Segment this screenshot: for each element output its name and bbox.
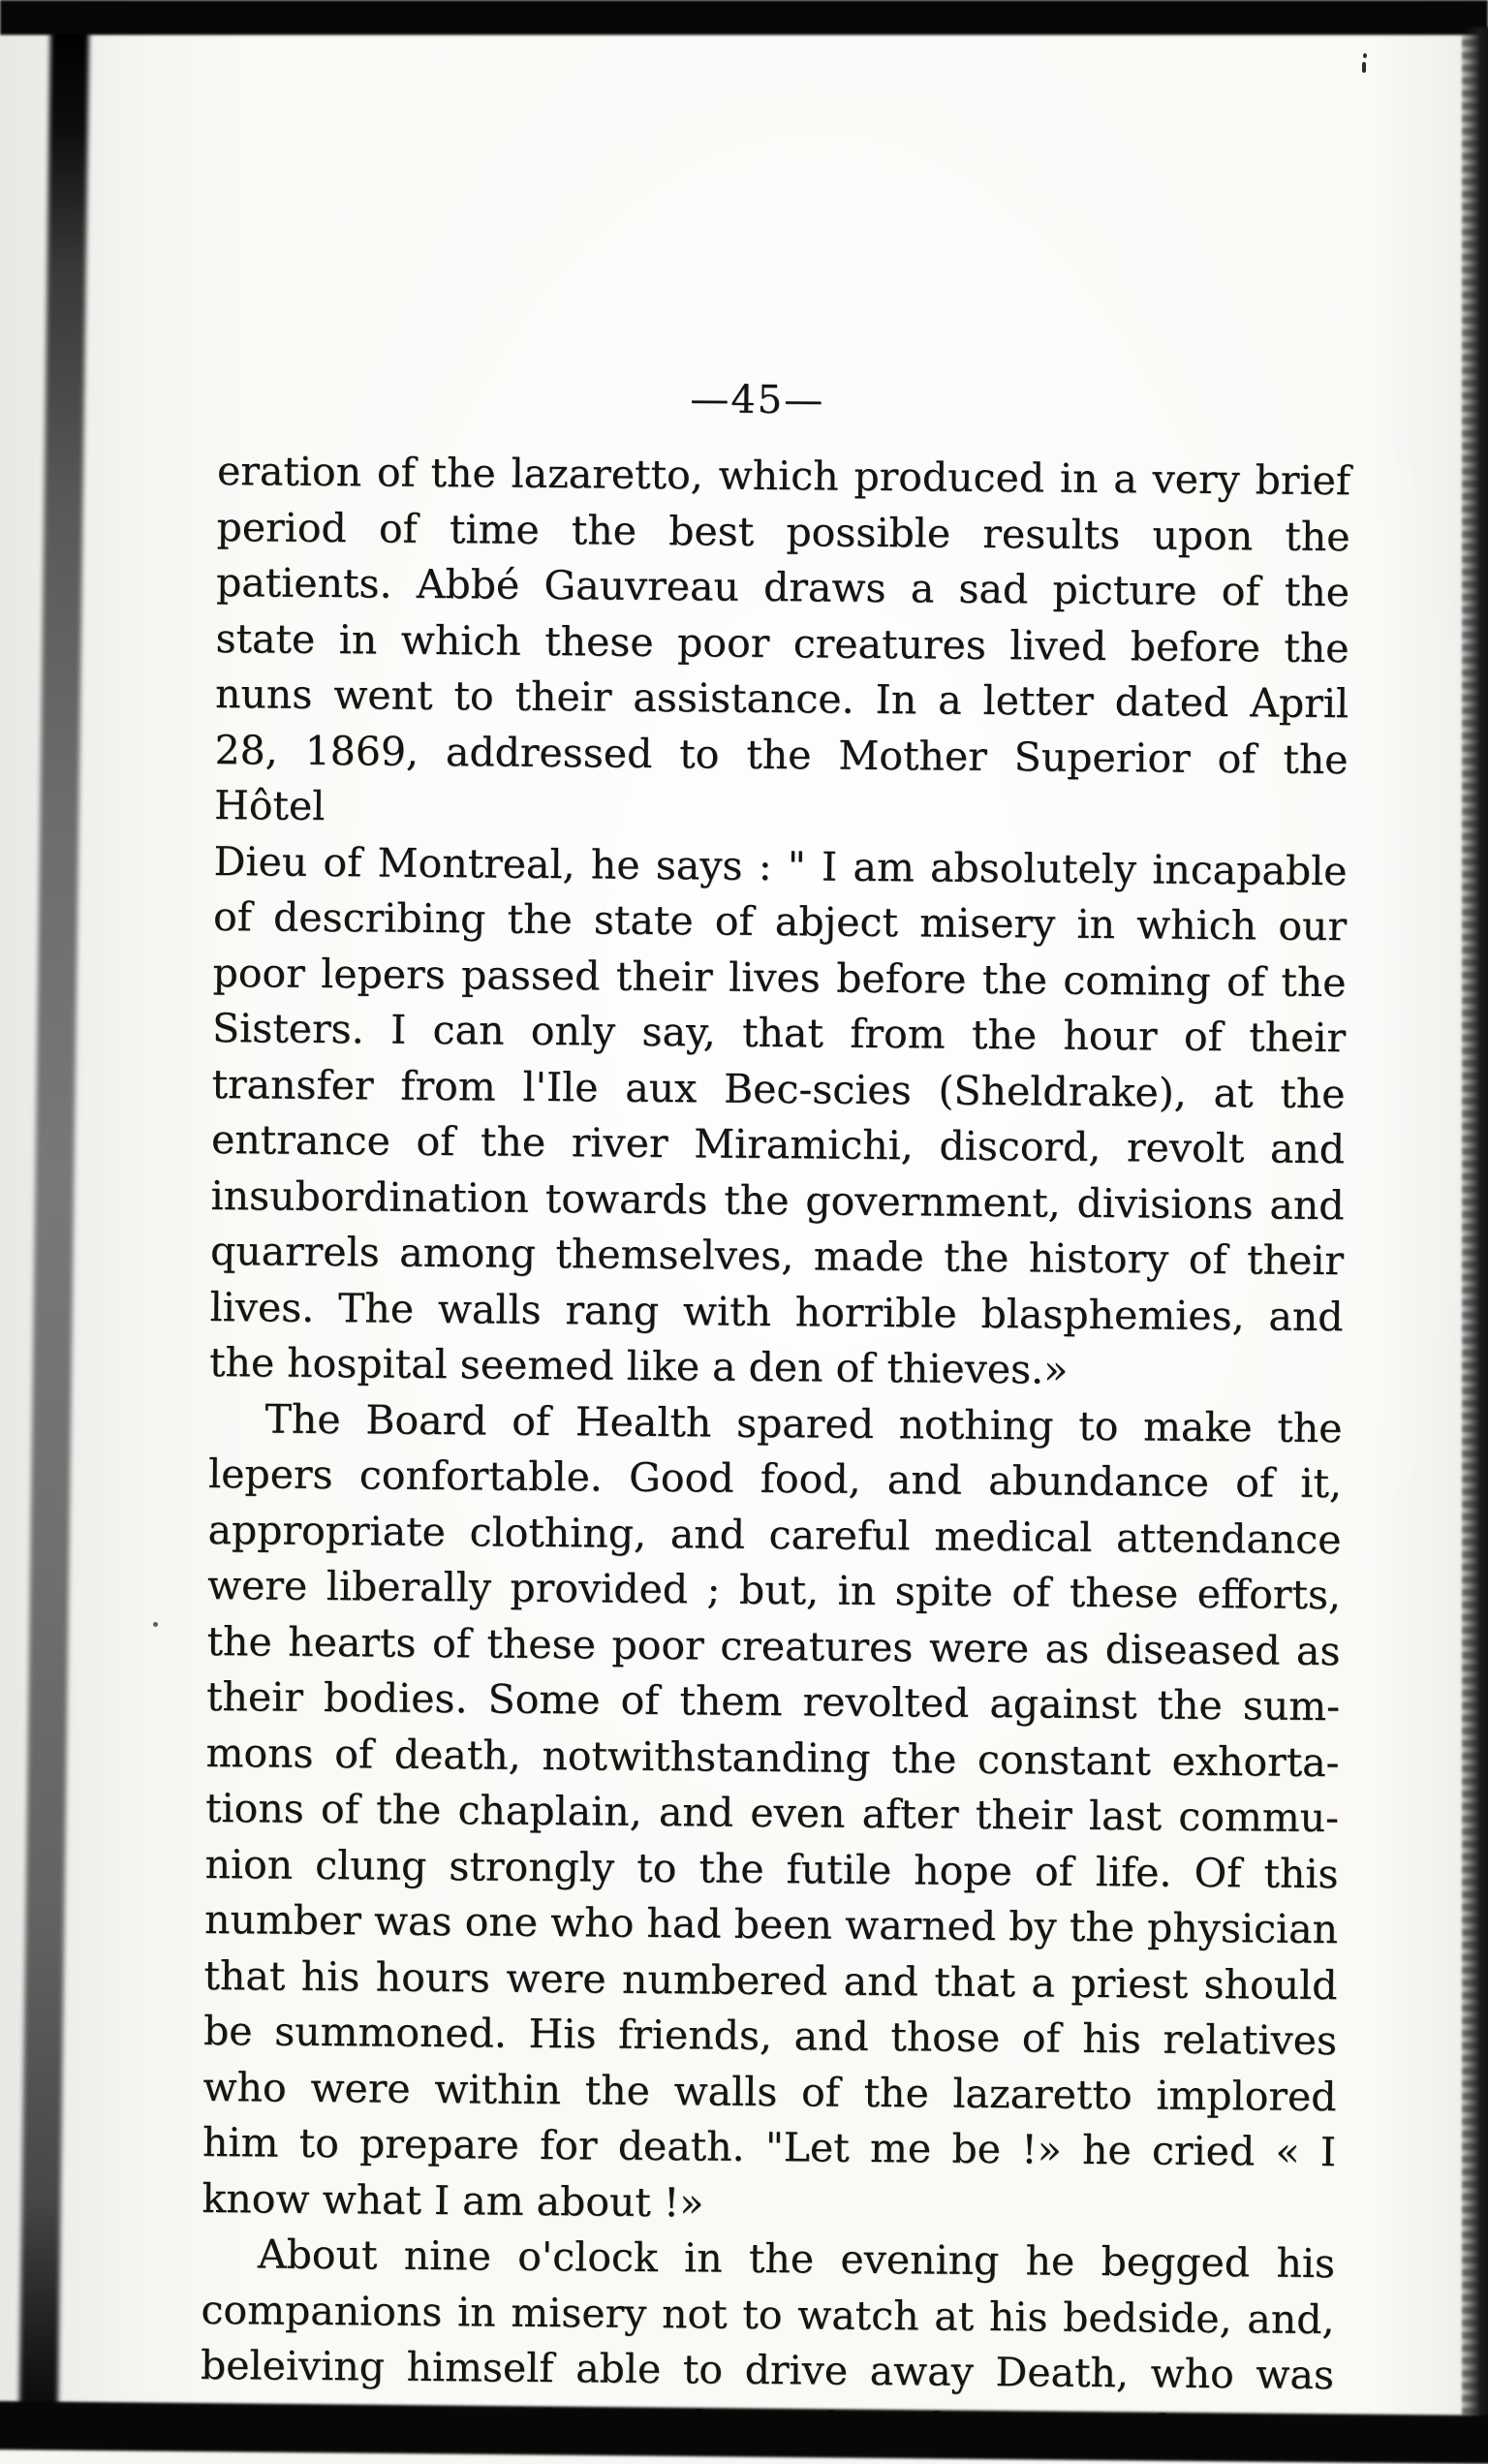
scan-mark-exclamation: [1362, 62, 1366, 73]
text-line: About nine o'clock in the evening he begged his: [257, 2230, 1336, 2288]
text-line: period of time the best possible results upon the: [216, 503, 1350, 560]
text-line: companions in misery not to watch at his bedside, and,: [201, 2286, 1335, 2343]
text-line: quarrels among themselves, made the history of their: [209, 1227, 1345, 1285]
page-number: —45—: [690, 377, 825, 423]
text-line: of describing the state of abject misery in which our: [212, 892, 1348, 951]
scan-edge-right: [1462, 27, 1488, 2445]
text-line: state in which these poor creatures lived before the: [215, 614, 1349, 671]
text-line: lepers confortable. Good food, and abundance of it,: [207, 1450, 1343, 1508]
text-line: entrance of the river Miramichi, discord, revolt and: [210, 1115, 1346, 1173]
paragraphs-container: [200, 444, 1350, 2459]
text-block: [200, 372, 1351, 2459]
scan-speck: [153, 1622, 158, 1627]
text-line: nuns went to their assistance. In a letter dated April: [214, 670, 1349, 728]
text-line: be summoned. His friends, and those of his relatives: [202, 2007, 1338, 2065]
paragraph: [202, 1390, 1342, 2236]
book-gutter-shadow: [18, 27, 89, 2438]
text-line: were liberally provided ; but, in spite of these efforts,: [206, 1561, 1342, 1619]
text-line: lives. The walls rang with horrible blasphemies, and: [209, 1283, 1344, 1340]
text-line: who were within the walls of the lazaretto implored: [202, 2063, 1337, 2120]
text-line: the hearts of these poor creatures were as diseased as: [206, 1617, 1341, 1674]
text-line: transfer from l'Ile aux Bec-scies (Sheldrake), at the: [211, 1060, 1346, 1117]
text-line: him to prepare for death. "Let me be !» he cried « I: [202, 2118, 1337, 2176]
text-line: eration of the lazaretto, which produced in a very brief: [216, 447, 1351, 505]
scan-edge-top: [0, 0, 1488, 35]
text-line: mons of death, notwithstanding the constant exhorta-: [205, 1729, 1340, 1786]
scan-mark-exclamation: [1363, 53, 1367, 58]
text-line: appropriate clothing, and careful medical attendance: [207, 1506, 1342, 1563]
text-line: that his hours were numbered and that a priest should: [203, 1951, 1338, 2009]
text-line: poor lepers passed their lives before the coming of the: [212, 949, 1347, 1006]
text-line: number was one who had been warned by the physician: [203, 1895, 1339, 1953]
text-line: know what I am about !»: [202, 2174, 704, 2226]
text-line: 28, 1869, addressed to the Mother Superior of the Hôtel: [213, 726, 1348, 829]
text-line: patients. Abbé Gauvreau draws a sad picture of the: [215, 558, 1350, 616]
text-line: The Board of Health spared nothing to make the: [264, 1394, 1343, 1451]
text-line: Sisters. I can only say, that from the hour of their: [211, 1004, 1347, 1062]
text-line: the hospital seemed like a den of thieves.»: [208, 1338, 1069, 1393]
text-line: beleiving himself able to drive away Death, who was: [200, 2341, 1335, 2399]
text-line: insubordination towards the government, divisions and: [210, 1171, 1345, 1229]
text-line: Dieu of Montreal, he says : " I am absolutely incapable: [213, 837, 1348, 894]
paragraph: [209, 444, 1350, 1401]
text-line: their bodies. Some of them revolted against the sum-: [205, 1672, 1341, 1731]
text-line: tions of the chaplain, and even after their last commu-: [204, 1784, 1340, 1842]
text-line: nion clung strongly to the futile hope of life. Of this: [204, 1840, 1339, 1897]
